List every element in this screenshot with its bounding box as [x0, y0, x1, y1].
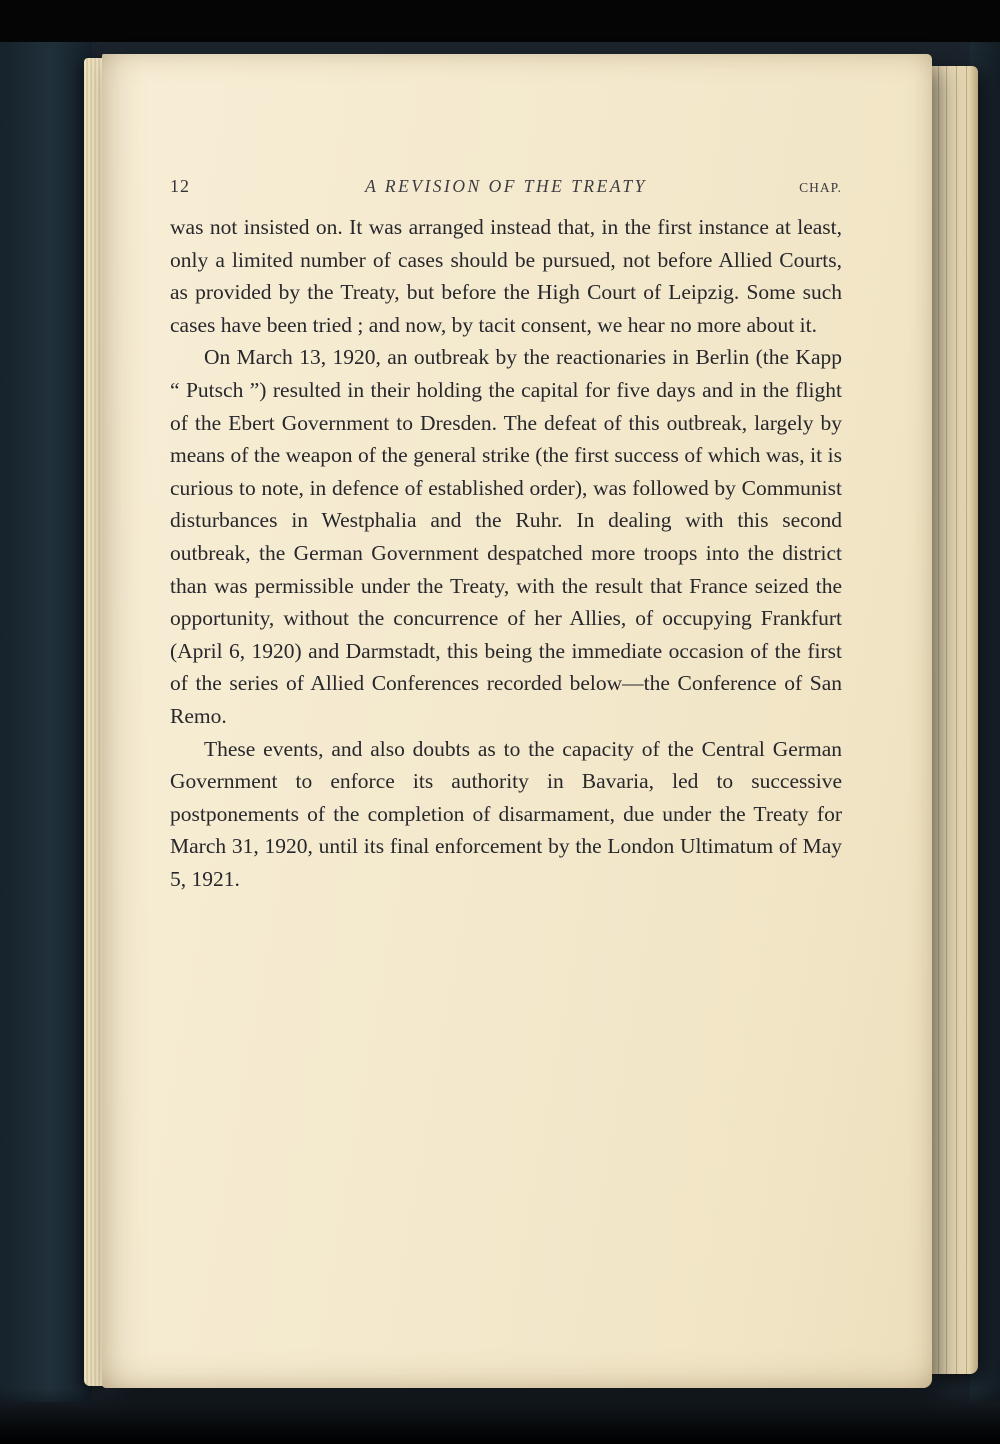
paragraph: was not insisted on. It was arranged instead that, in the first instance at least, only a limited number of cases should be pursued, not before Allied Courts, as provided by the Treaty, but before the High Court of Leipzig. Some such cases have been tried ; and now, by tacit consent, we hear no more about it. — [170, 215, 842, 337]
running-title: A REVISION OF THE TREATY — [365, 176, 647, 196]
page-content — [170, 176, 842, 895]
page-edge-line — [946, 66, 947, 1374]
paragraph: These events, and also doubts as to the capacity of the Central German Government to enforce its authority in Bavaria, led to successive postponements of the completion of disarmament, due under the Treaty for March 31, 1920, until its final enforcement by the London Ultimatum of May 5, 1921. — [170, 736, 842, 891]
running-head — [170, 176, 842, 197]
book-page — [102, 54, 932, 1388]
page-edge-line — [938, 66, 939, 1374]
paragraph: On March 13, 1920, an outbreak by the reactionaries in Berlin (the Kapp “ Putsch ”) resulted in their holding the capital for five days and in the flight of the Ebert Government to Dresden. The defeat of this outbreak, largely by means of the weapon of the general strike (the first success of which was, it is curious to note, in defence of established order), was followed by Communist disturbances in Westphalia and the Ruhr. In dealing with this second outbreak, the German Government despatched more troops into the district than was permissible under the Treaty, with the result that France seized the opportunity, without the concurrence of her Allies, of occupying Frankfurt (April 6, 1920) and Darmstadt, this being the immediate occasion of the first of the series of Allied Conferences recorded below—the Conference of San Remo. — [170, 345, 842, 728]
page-edge-line — [956, 66, 957, 1374]
scan-background-bottom — [0, 1388, 1000, 1444]
scan-background-top — [0, 0, 1000, 42]
chapter-label: CHAP. — [799, 180, 842, 195]
page-number: 12 — [170, 176, 190, 196]
page-edge-line — [966, 66, 967, 1374]
book-cover-left — [0, 42, 92, 1402]
page-edges-right — [932, 66, 978, 1374]
